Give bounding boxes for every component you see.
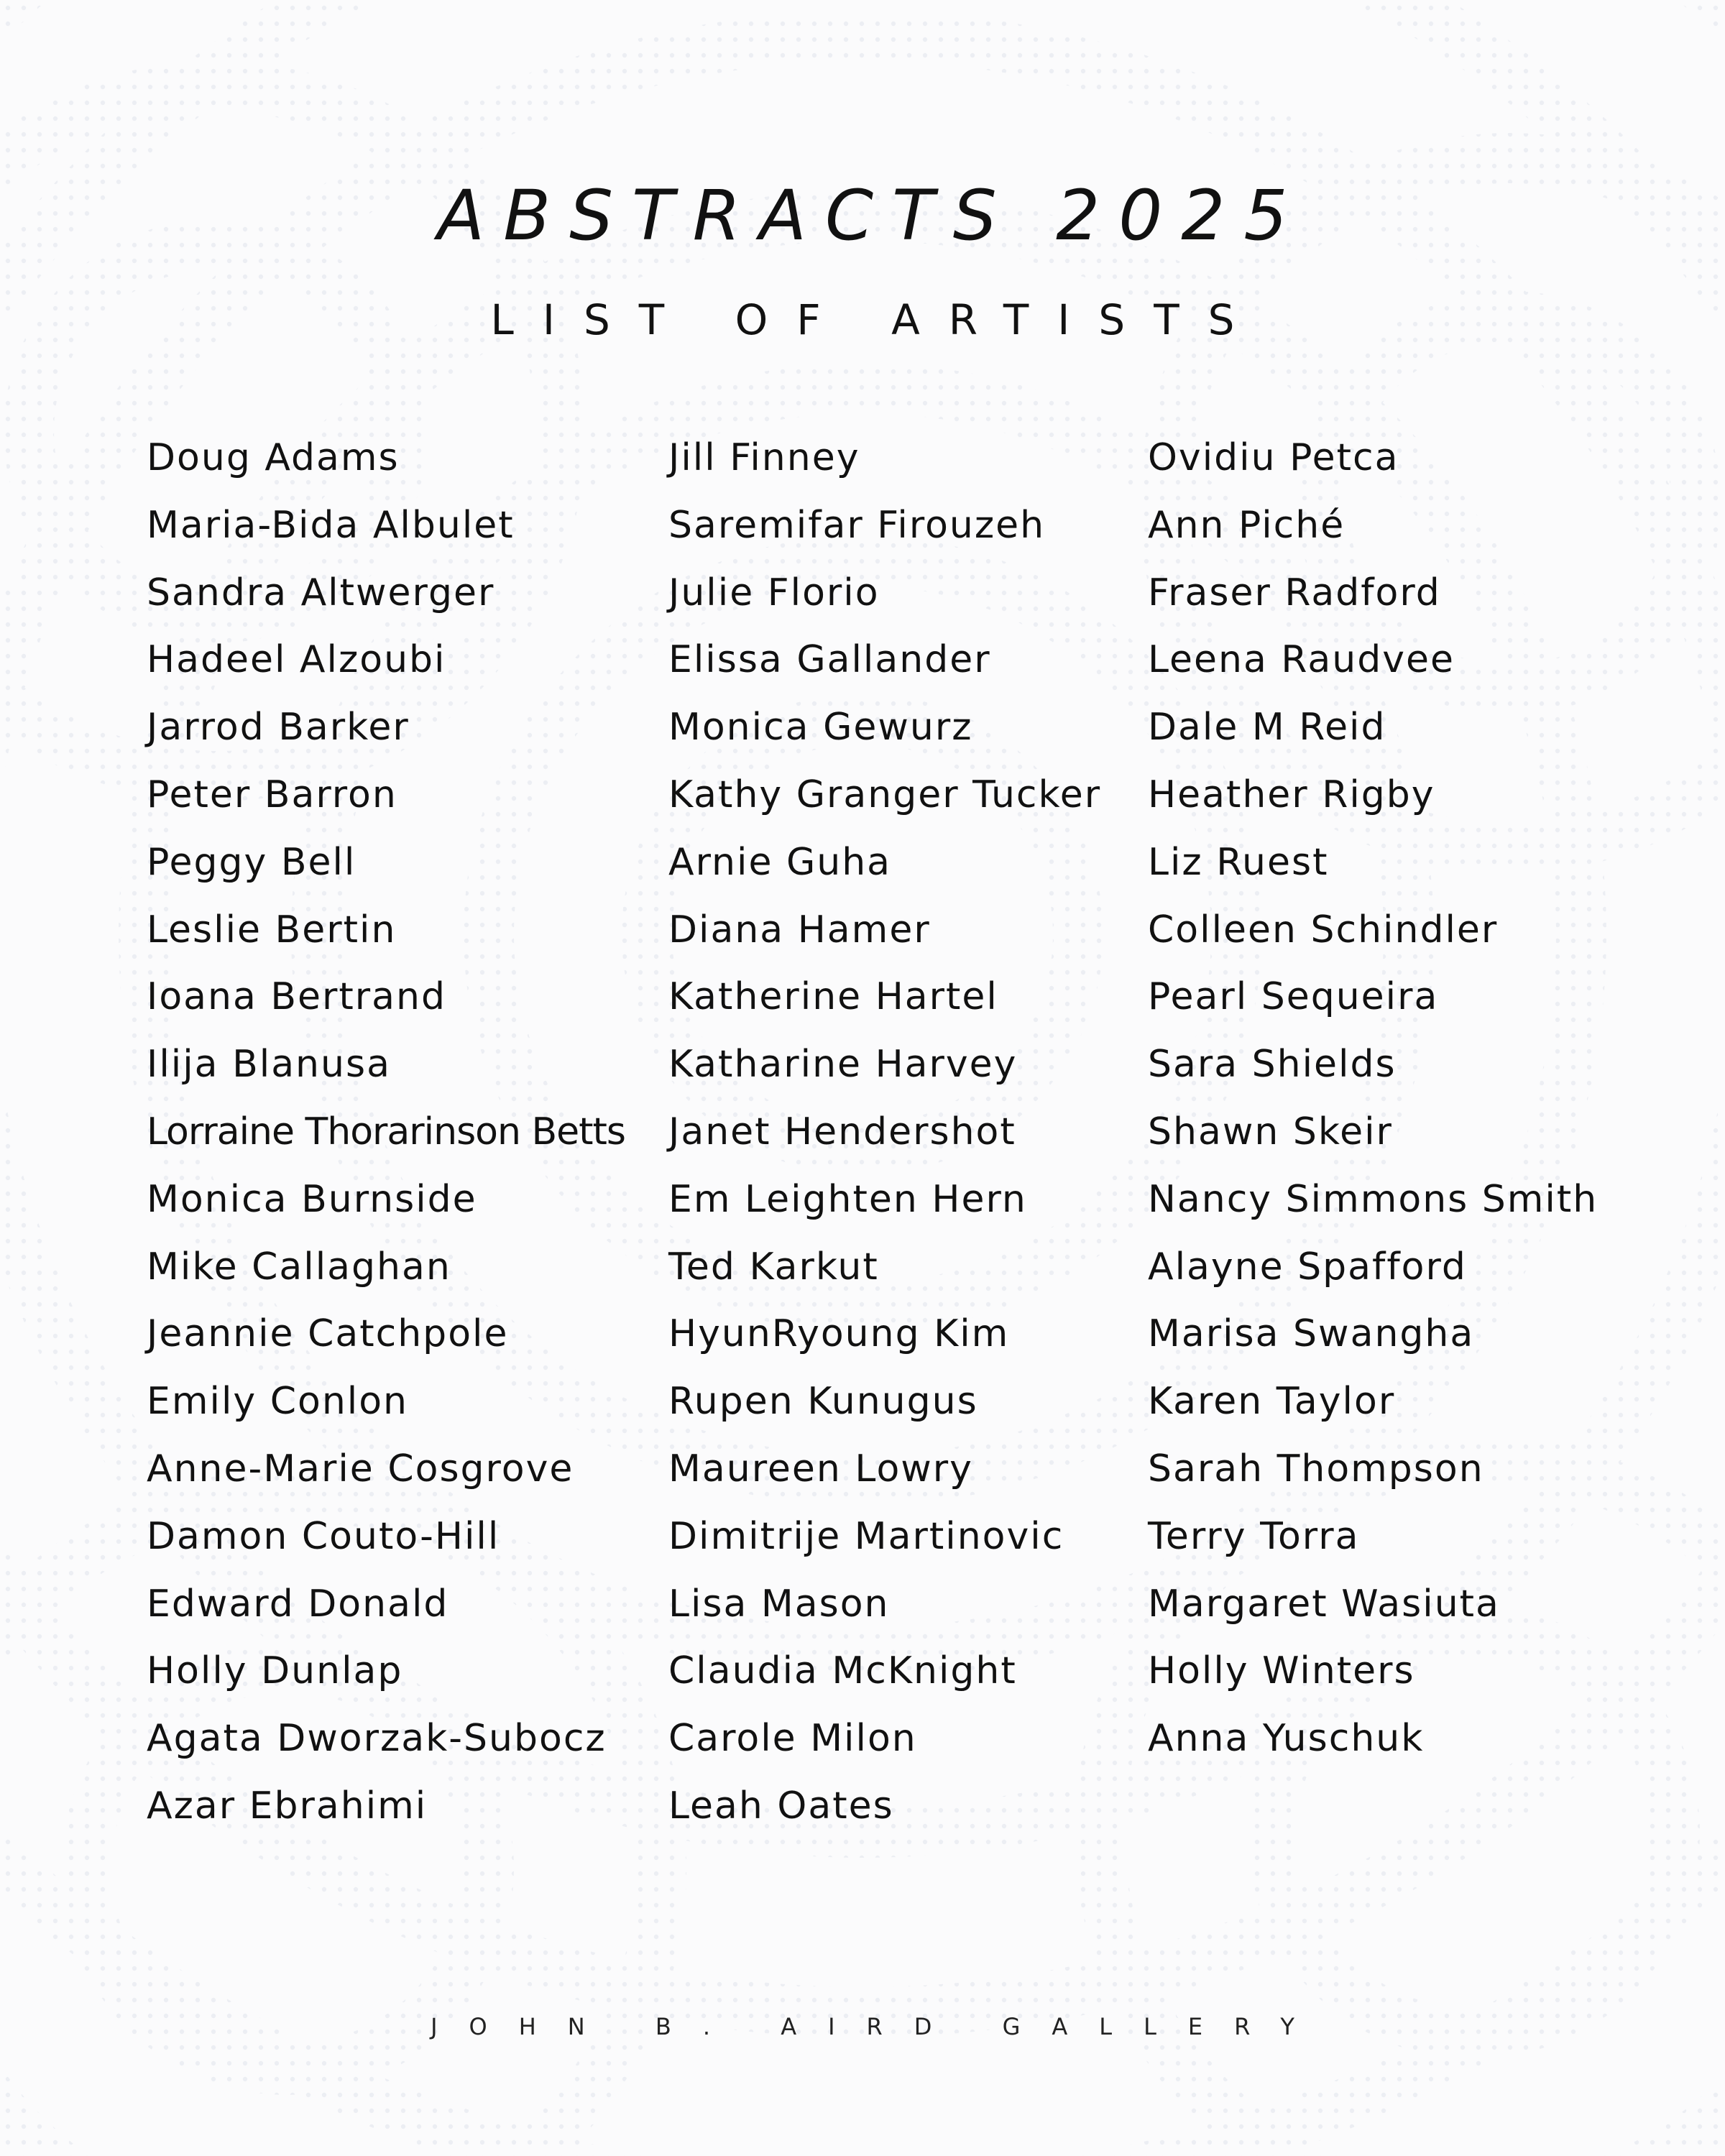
artist-name: Em Leighten Hern (668, 1177, 1027, 1221)
artist-name: Alayne Spafford (1148, 1245, 1467, 1289)
artist-name: Margaret Wasiuta (1148, 1582, 1500, 1626)
artist-name: Dale M Reid (1148, 706, 1386, 750)
artist-name: Damon Couto-Hill (147, 1514, 500, 1558)
artist-name: Sara Shields (1148, 1043, 1397, 1087)
artist-name: Lorraine Thorarinson Betts (147, 1110, 625, 1153)
artist-name: Leah Oates (668, 1784, 894, 1828)
artist-name: Shawn Skeir (1148, 1110, 1393, 1153)
artist-name: Diana Hamer (668, 908, 931, 952)
artist-name: Monica Burnside (147, 1177, 477, 1221)
artist-name: Ovidiu Petca (1148, 436, 1399, 479)
artist-name: Sandra Altwerger (147, 571, 495, 614)
artist-name: Liz Ruest (1148, 840, 1329, 884)
artist-name: Maureen Lowry (668, 1447, 973, 1491)
artist-name: Dimitrije Martinovic (668, 1514, 1064, 1558)
artist-name: Elissa Gallander (668, 638, 991, 682)
artist-column-2 (668, 424, 1101, 1840)
artist-name: Holly Winters (1148, 1649, 1415, 1693)
artist-name: Hadeel Alzoubi (147, 638, 446, 682)
artist-name: Ann Piché (1148, 503, 1346, 547)
artist-name: Jarrod Barker (147, 706, 410, 750)
gallery-name-footer: JOHN B. AIRD GALLERY (431, 2013, 1326, 2040)
artist-name: Jeannie Catchpole (147, 1312, 509, 1356)
artist-name: Saremifar Firouzeh (668, 503, 1046, 547)
poster-title: ABSTRACTS 2025 (437, 175, 1307, 256)
artist-column-3 (1148, 424, 1598, 1772)
artist-name: Katherine Hartel (668, 975, 998, 1019)
artist-name: Maria-Bida Albulet (147, 503, 515, 547)
artist-name: Janet Hendershot (668, 1110, 1016, 1153)
artist-name: Mike Callaghan (147, 1245, 451, 1289)
artist-name: Fraser Radford (1148, 571, 1441, 614)
artist-name: Lisa Mason (668, 1582, 890, 1626)
artist-name: Holly Dunlap (147, 1649, 403, 1693)
artist-name: Leena Raudvee (1148, 638, 1455, 682)
artist-name: Sarah Thompson (1148, 1447, 1484, 1491)
artist-name: Azar Ebrahimi (147, 1784, 428, 1828)
artist-name: Arnie Guha (668, 840, 892, 884)
artist-name: Kathy Granger Tucker (668, 773, 1102, 816)
artist-name: Rupen Kunugus (668, 1380, 978, 1424)
artist-name: Peter Barron (147, 773, 397, 816)
artist-name: Doug Adams (147, 436, 400, 479)
artist-name: Anne-Marie Cosgrove (147, 1447, 574, 1491)
artist-name: Leslie Bertin (147, 908, 397, 952)
artist-name: Jill Finney (668, 436, 860, 479)
artist-name: Colleen Schindler (1148, 908, 1499, 952)
artist-name: Ioana Bertrand (147, 975, 447, 1019)
artist-name: Terry Torra (1148, 1514, 1360, 1558)
artist-name: Anna Yuschuk (1148, 1717, 1425, 1761)
artist-name: HyunRyoung Kim (668, 1312, 1010, 1356)
artist-name: Peggy Bell (147, 840, 356, 884)
artist-name: Julie Florio (668, 571, 880, 614)
artist-name: Karen Taylor (1148, 1380, 1396, 1424)
artist-column-1 (147, 424, 625, 1840)
artist-name: Claudia McKnight (668, 1649, 1017, 1693)
artist-name: Ted Karkut (668, 1245, 879, 1289)
artist-name: Nancy Simmons Smith (1148, 1177, 1598, 1221)
artist-name: Agata Dworzak-Subocz (147, 1717, 607, 1761)
artist-name: Monica Gewurz (668, 706, 973, 750)
artist-name: Edward Donald (147, 1582, 449, 1626)
artist-name: Emily Conlon (147, 1380, 409, 1424)
artist-name: Marisa Swangha (1148, 1312, 1475, 1356)
artist-name: Katharine Harvey (668, 1043, 1018, 1087)
artist-name: Pearl Sequeira (1148, 975, 1439, 1019)
poster-subtitle: LIST OF ARTISTS (490, 295, 1264, 344)
artist-name: Heather Rigby (1148, 773, 1435, 816)
artist-name: Carole Milon (668, 1717, 917, 1761)
artist-name: Ilija Blanusa (147, 1043, 391, 1087)
